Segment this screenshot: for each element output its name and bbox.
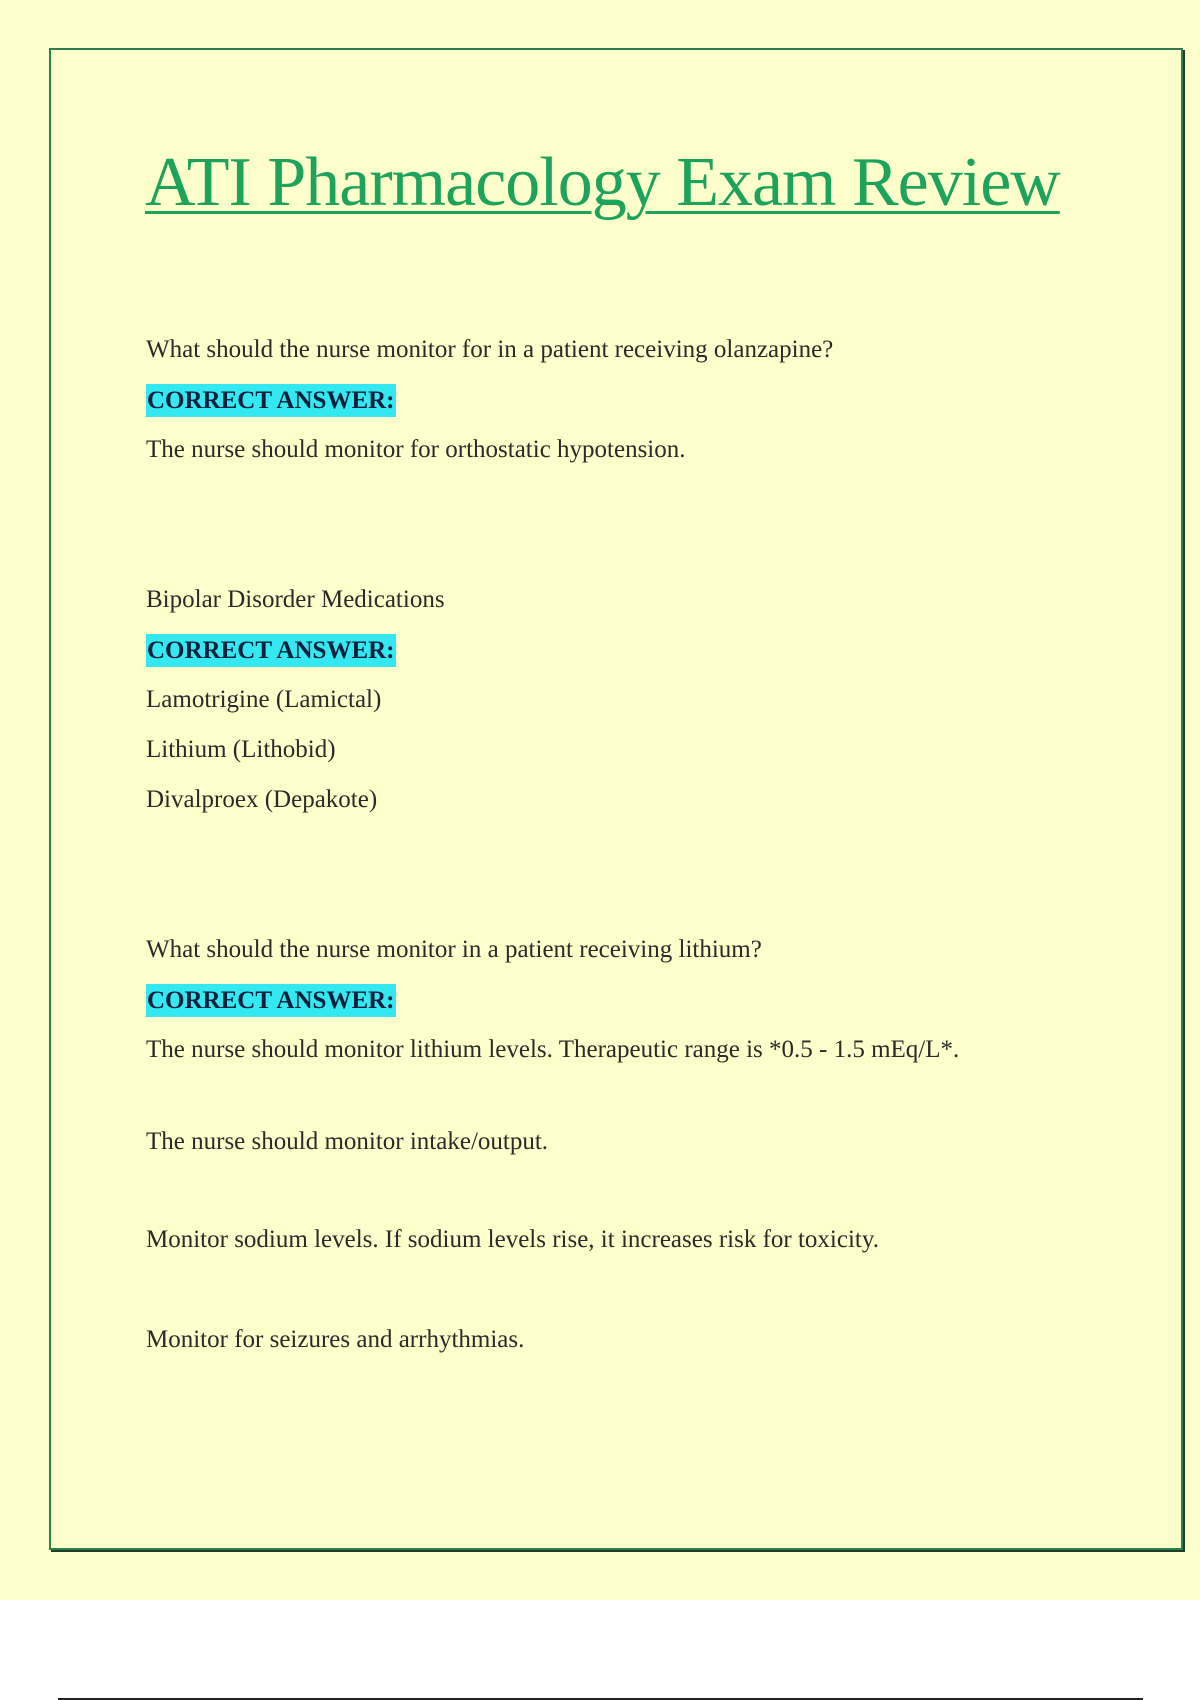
qa-item-olanzapine bbox=[146, 325, 1006, 475]
spacer bbox=[146, 825, 1006, 925]
answer-text: Lamotrigine (Lamictal) bbox=[146, 686, 382, 713]
correct-answer-label: CORRECT ANSWER: bbox=[146, 984, 396, 1017]
answer-text: The nurse should monitor for orthostatic hypotension. bbox=[146, 436, 686, 463]
correct-answer-label: CORRECT ANSWER: bbox=[146, 634, 396, 667]
answer-text: Monitor sodium levels. If sodium levels rise, it increases risk for toxicity. bbox=[146, 1226, 879, 1253]
answer-text: Monitor for seizures and arrhythmias. bbox=[146, 1326, 525, 1353]
correct-answer-label: CORRECT ANSWER: bbox=[146, 384, 396, 417]
spacer bbox=[146, 1265, 1006, 1315]
question-text: What should the nurse monitor in a patient receiving lithium? bbox=[146, 936, 762, 963]
answer-label-row bbox=[146, 975, 1006, 1025]
answer-text: Lithium (Lithobid) bbox=[146, 736, 336, 763]
spacer bbox=[146, 1167, 1006, 1215]
qa-item-bipolar bbox=[146, 575, 1006, 825]
document-body bbox=[146, 325, 1006, 1365]
spacer bbox=[146, 475, 1006, 575]
answer-text: The nurse should monitor intake/output. bbox=[146, 1128, 549, 1155]
answer-text: Divalproex (Depakote) bbox=[146, 786, 378, 813]
spacer bbox=[146, 1067, 1006, 1117]
question-text: What should the nurse monitor for in a patient receiving olanzapine? bbox=[146, 336, 834, 363]
question-text: Bipolar Disorder Medications bbox=[146, 586, 445, 613]
answer-label-row bbox=[146, 625, 1006, 675]
document-title: ATI Pharmacology Exam Review bbox=[145, 144, 1060, 221]
answer-label-row bbox=[146, 375, 1006, 425]
qa-item-lithium bbox=[146, 925, 1006, 1365]
answer-text: The nurse should monitor lithium levels. Therapeutic range is *0.5 - 1.5 mEq/L*. bbox=[146, 1036, 960, 1063]
